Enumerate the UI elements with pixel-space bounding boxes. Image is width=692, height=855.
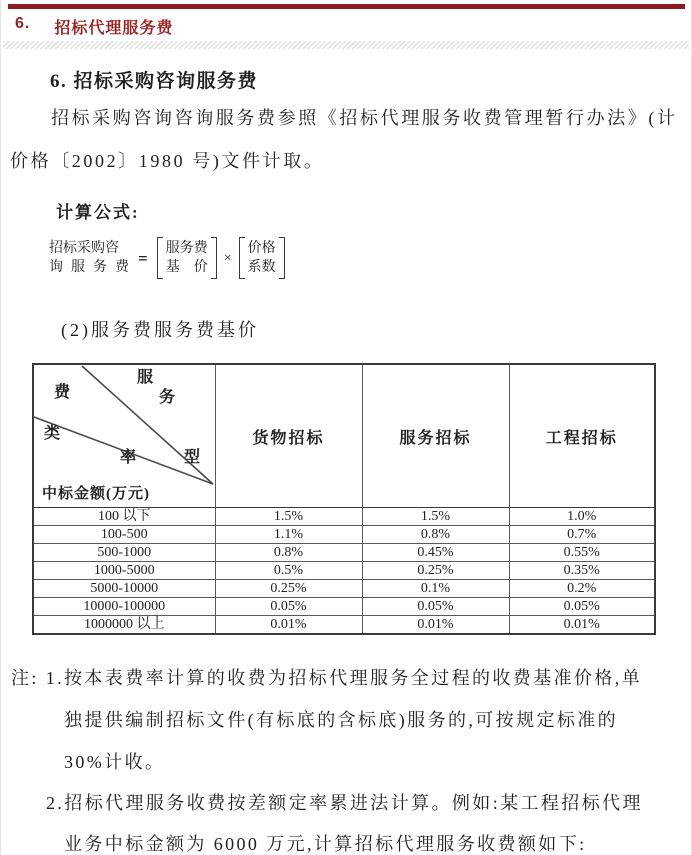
- corner-row-axis-label: 中标金额(万元): [42, 486, 150, 502]
- row-label: 5000-10000: [33, 580, 215, 598]
- cell-value: 0.01%: [215, 616, 362, 635]
- chapter-title: 招标代理服务费: [54, 20, 174, 37]
- corner-char-xing: 型: [184, 449, 203, 466]
- cell-value: 0.1%: [362, 580, 509, 598]
- cell-value: 1.0%: [509, 508, 655, 526]
- note-line-5: 业务中标金额为 6000 万元,计算招标代理服务收费额如下:: [64, 834, 587, 854]
- fee-rate-table: [32, 363, 656, 635]
- bracket1-char: 基: [165, 260, 180, 275]
- row-label: 100-500: [33, 526, 215, 544]
- cell-value: 0.01%: [362, 616, 509, 635]
- corner-char-lei: 类: [44, 425, 63, 442]
- lhs-char: 费: [115, 260, 129, 275]
- table-header-row: [33, 364, 655, 508]
- formula-lhs-line1: 招标采购咨: [49, 241, 119, 256]
- cell-value: 0.05%: [509, 598, 655, 616]
- corner-char-fu: 服: [137, 369, 156, 386]
- subheading-base-price: (2)服务费服务费基价: [61, 320, 259, 340]
- row-label: 1000000 以上: [33, 616, 215, 635]
- cell-value: 1.1%: [215, 526, 362, 544]
- cell-value: 0.25%: [362, 562, 509, 580]
- bracket2-line1: 价格: [247, 241, 276, 256]
- row-label: 1000-5000: [33, 562, 215, 580]
- formula-lhs: [49, 239, 129, 277]
- table-row: [33, 562, 655, 580]
- cell-value: 0.7%: [509, 526, 655, 544]
- chapter-banner: [15, 15, 173, 38]
- cell-value: 0.45%: [362, 544, 509, 562]
- bracket-service-fee-base: [157, 237, 217, 279]
- cell-value: 0.05%: [362, 598, 509, 616]
- note-line-2: 独提供编制招标文件(有标底的含标底)服务的,可按规定标准的: [64, 710, 619, 730]
- cell-value: 1.5%: [362, 508, 509, 526]
- corner-char-lv: 率: [120, 449, 139, 466]
- table-row: [33, 580, 655, 598]
- bracket-price-coefficient: [239, 237, 285, 279]
- formula-title: 计算公式:: [56, 203, 140, 222]
- formula-lhs-line2: [49, 258, 129, 277]
- corner-char-fei: 费: [54, 384, 73, 401]
- formula: [49, 237, 285, 279]
- cell-value: 0.35%: [509, 562, 655, 580]
- cell-value: 0.01%: [509, 616, 655, 635]
- row-label: 100 以下: [33, 508, 215, 526]
- row-label: 500-1000: [33, 544, 215, 562]
- cell-value: 0.8%: [362, 526, 509, 544]
- corner-char-wu: 务: [159, 389, 178, 406]
- bracket2-line2: 系数: [247, 260, 276, 275]
- table-row: [33, 544, 655, 562]
- cell-value: 1.5%: [215, 508, 362, 526]
- bracket1-char: 价: [193, 260, 208, 275]
- cell-value: 0.2%: [509, 580, 655, 598]
- paragraph-line-2: 价格〔2002〕1980 号)文件计取。: [10, 151, 325, 171]
- hatched-divider: [3, 41, 689, 49]
- column-header-project: 工程招标: [509, 364, 655, 508]
- multiply-sign: ×: [223, 250, 232, 266]
- lhs-char: 务: [93, 260, 107, 275]
- paragraph-line-1: 招标采购咨询咨询服务费参照《招标代理服务收费管理暂行办法》(计: [51, 108, 678, 128]
- cell-value: 0.5%: [215, 562, 362, 580]
- lhs-char: 询: [49, 260, 63, 275]
- cell-value: 0.55%: [509, 544, 655, 562]
- table-row: [33, 598, 655, 616]
- corner-header-cell: [33, 364, 215, 508]
- table-row: [33, 508, 655, 526]
- lhs-char: 服: [71, 260, 85, 275]
- note-line-4: 2.招标代理服务收费按差额定率累进法计算。例如:某工程招标代理: [46, 793, 643, 813]
- note-line-3: 30%计收。: [64, 752, 166, 772]
- column-header-service: 服务招标: [362, 364, 509, 508]
- table-row: [33, 526, 655, 544]
- section-heading: 6. 招标采购咨询服务费: [50, 71, 259, 92]
- equals-sign: =: [138, 248, 148, 268]
- top-red-bar: [8, 4, 685, 9]
- table-row: [33, 616, 655, 635]
- cell-value: 0.8%: [215, 544, 362, 562]
- column-header-goods: 货物招标: [215, 364, 362, 508]
- chapter-number: 6.: [15, 15, 31, 32]
- bracket1-line2: [166, 258, 208, 277]
- cell-value: 0.25%: [215, 580, 362, 598]
- note-line-1: 注: 1.按本表费率计算的收费为招标代理服务全过程的收费基准价格,单: [11, 668, 643, 688]
- bracket1-line1: 服务费: [165, 241, 208, 256]
- row-label: 10000-100000: [33, 598, 215, 616]
- cell-value: 0.05%: [215, 598, 362, 616]
